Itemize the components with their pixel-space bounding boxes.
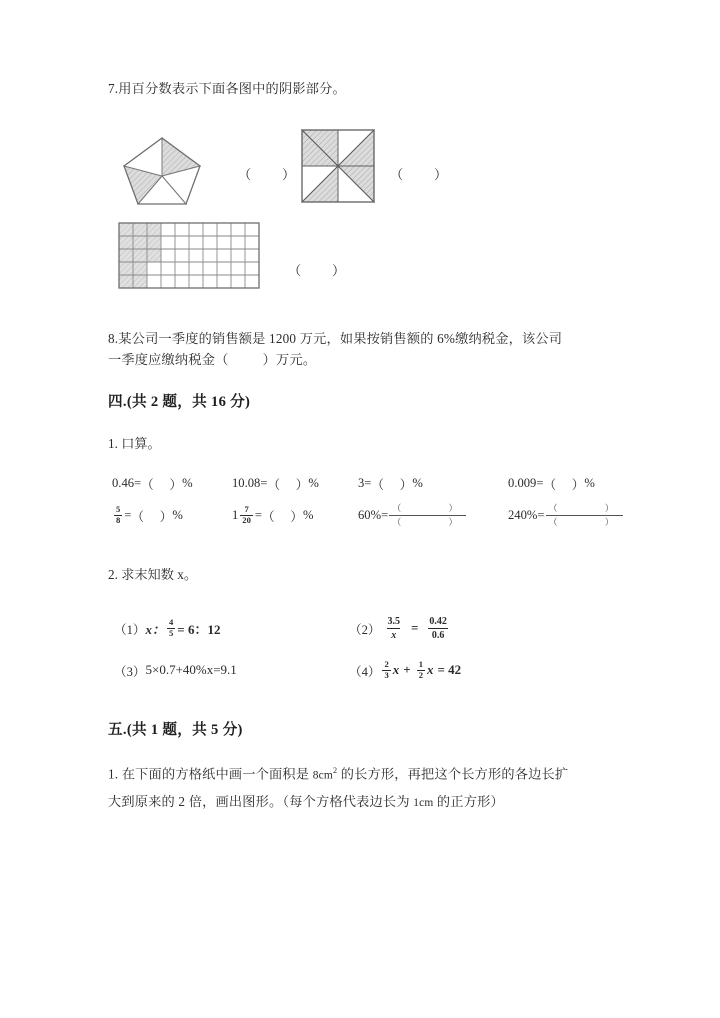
solve-x-title: 2. 求末知数 x。 <box>108 567 198 582</box>
fraction-denominator: 20 <box>242 515 251 525</box>
koufa-item-2-blank[interactable]: （ ） <box>267 477 309 492</box>
pentagon-svg <box>116 130 208 210</box>
question-8-line-2-prefix: 一季度应缴纳税金（ <box>108 352 229 367</box>
fraction-numerator-blank[interactable]: （ ） <box>392 503 464 514</box>
equation-3-label: （3） <box>114 664 146 679</box>
grid-rectangle-figure <box>116 220 264 299</box>
section-5-line-2 <box>108 791 628 814</box>
equation-4-rhs: = 42 <box>437 662 462 677</box>
pinwheel-square-svg <box>298 126 378 206</box>
fraction-numerator: 2 <box>384 659 389 670</box>
section-5-line-1-b: 的长方形，再把这个长方形的各边长扩 <box>337 766 569 782</box>
koufa-item-1-lhs: 0.46= <box>112 475 142 490</box>
question-7-block <box>108 78 618 99</box>
koufa-item-6-blank[interactable]: （ ） <box>262 509 303 524</box>
section-5-problem-1-line-2 <box>108 791 628 814</box>
fraction-0point42-over-0point6 <box>425 616 451 641</box>
equation-row-1 <box>114 611 634 645</box>
koufa-item-7-op: = <box>381 507 389 522</box>
grid-shaded-cells <box>119 223 161 288</box>
fraction-numerator: 0.42 <box>429 615 447 627</box>
koufa-item-4[interactable] <box>508 474 595 493</box>
equation-1-lhs: x： <box>145 621 165 637</box>
pinwheel-square-answer-blank[interactable]: （ ） <box>390 167 448 182</box>
answer-fraction-blank[interactable] <box>389 503 466 527</box>
question-7-figures-row-2 <box>108 220 618 304</box>
koufa-item-6-op: = <box>254 507 262 522</box>
equation-3-expression: 5×0.7+40%x=9.1 <box>145 662 237 677</box>
koufa-title: 1. 口算。 <box>108 436 161 451</box>
fraction-2-over-3 <box>382 660 390 680</box>
fraction-denominator-blank[interactable]: （ ） <box>546 515 623 527</box>
question-8-block <box>108 328 618 370</box>
question-7-figures-row-1 <box>108 126 618 212</box>
question-8-line-2 <box>108 349 618 370</box>
answer-fraction-blank[interactable] <box>546 503 623 527</box>
question-8-line-2-suffix: ）万元。 <box>262 352 317 367</box>
fraction-numerator: 4 <box>169 617 174 628</box>
fraction-numerator: 3.5 <box>387 615 400 627</box>
koufa-item-2[interactable] <box>232 474 358 493</box>
koufa-item-3-rhs: % <box>412 475 423 490</box>
section-4-problem-2-title-block <box>108 564 618 583</box>
grid-rectangle-svg <box>116 220 264 294</box>
equation-4-label: （4） <box>349 664 381 679</box>
equation-1-rhs: = 6：12 <box>177 621 221 637</box>
fraction-7-over-20 <box>240 505 253 525</box>
fraction-denominator: 2 <box>418 670 423 680</box>
koufa-item-3-blank[interactable]: （ ） <box>371 477 413 492</box>
area-unit-value: 8cm <box>312 769 333 782</box>
koufa-item-3[interactable] <box>358 474 508 493</box>
koufa-item-1-blank[interactable]: （ ） <box>141 477 183 492</box>
grid-rectangle-answer-blank[interactable]: （ ） <box>288 263 346 278</box>
section-4-problem-1-title-block <box>108 433 618 452</box>
koufa-item-8[interactable] <box>508 503 624 527</box>
koufa-row-2 <box>112 498 632 532</box>
fraction-numerator: 5 <box>116 504 121 515</box>
koufa-item-8-lhs: 240% <box>508 507 538 522</box>
section-5-line-1-a: 1. 在下面的方格纸中画一个面积是 <box>108 766 313 782</box>
section-4-heading <box>108 390 618 411</box>
koufa-item-4-lhs: 0.009= <box>508 475 544 490</box>
equation-1[interactable] <box>114 618 349 638</box>
equation-4-var-1: x <box>392 662 400 677</box>
pentagon-answer-blank[interactable]: （ ） <box>238 167 296 182</box>
koufa-item-4-blank[interactable]: （ ） <box>543 477 585 492</box>
pentagon-slices <box>124 138 200 204</box>
koufa-item-7[interactable] <box>358 503 508 527</box>
section-5-line-2-a: 大到原来的 2 倍，画出图形。（每个方格代表边长为 <box>108 794 414 809</box>
question-7-text: 7.用百分数表示下面各图中的阴影部分。 <box>108 81 346 96</box>
fraction-denominator: 0.6 <box>428 628 449 641</box>
koufa-item-8-op: = <box>537 507 545 522</box>
section-5-problem-1-line-1 <box>108 760 628 786</box>
fraction-denominator: 5 <box>169 628 174 638</box>
fraction-denominator: 3 <box>384 670 389 680</box>
question-8-line-1: 8.某公司一季度的销售额是 1200 万元，如果按销售额的 6%缴纳税金，该公司 <box>108 331 563 346</box>
equation-2-label: （2） <box>349 622 381 637</box>
koufa-item-5-rhs: % <box>172 507 183 522</box>
length-unit-value: 1cm <box>413 797 434 809</box>
fraction-denominator-blank[interactable]: （ ） <box>389 515 466 527</box>
koufa-item-7-lhs: 60% <box>358 507 382 522</box>
koufa-item-6[interactable] <box>232 505 358 525</box>
section-5-heading-text: 五.(共 1 题，共 5 分) <box>108 722 243 738</box>
koufa-item-5[interactable] <box>112 505 232 525</box>
koufa-row-1 <box>112 470 632 496</box>
koufa-item-5-op: = <box>124 507 132 522</box>
fraction-numerator-blank[interactable]: （ ） <box>548 503 620 514</box>
fraction-numerator: 1 <box>418 659 423 670</box>
equation-1-label: （1） <box>114 622 146 637</box>
question-8-answer-blank[interactable] <box>229 352 263 367</box>
fraction-5-over-8 <box>114 505 122 525</box>
equation-row-2 <box>114 653 634 687</box>
fraction-3point5-over-x <box>383 616 404 641</box>
equation-4[interactable] <box>349 660 461 680</box>
section-5-line-2-b: 的正方形） <box>433 794 504 809</box>
fraction-denominator: x <box>387 628 400 641</box>
equation-2-equals: = <box>410 620 419 635</box>
koufa-item-1-rhs: % <box>182 475 193 490</box>
section-5-line-1 <box>108 760 628 786</box>
section-4-heading-text: 四.(共 2 题，共 16 分) <box>108 394 251 410</box>
pentagon-figure <box>116 130 208 215</box>
equation-3[interactable] <box>114 661 349 680</box>
mixed-number-whole: 1 <box>232 507 239 522</box>
fraction-1-over-2 <box>417 660 425 680</box>
fraction-4-over-5 <box>167 618 175 638</box>
koufa-item-2-rhs: % <box>308 475 319 490</box>
area-unit-exponent: 2 <box>332 766 338 775</box>
equation-4-var-2: x <box>427 662 434 677</box>
pinwheel-square-figure <box>298 126 378 211</box>
koufa-item-1[interactable] <box>112 474 232 493</box>
koufa-item-3-lhs: 3= <box>358 475 372 490</box>
koufa-item-6-rhs: % <box>302 507 314 522</box>
koufa-item-5-blank[interactable]: （ ） <box>131 509 173 524</box>
equation-4-plus: + <box>403 662 411 677</box>
section-5-heading <box>108 718 618 739</box>
koufa-item-4-rhs: % <box>584 475 595 490</box>
koufa-item-2-lhs: 10.08= <box>232 475 268 490</box>
fraction-denominator: 8 <box>116 515 121 525</box>
fraction-numerator: 7 <box>244 504 249 515</box>
equation-2[interactable] <box>349 616 454 641</box>
